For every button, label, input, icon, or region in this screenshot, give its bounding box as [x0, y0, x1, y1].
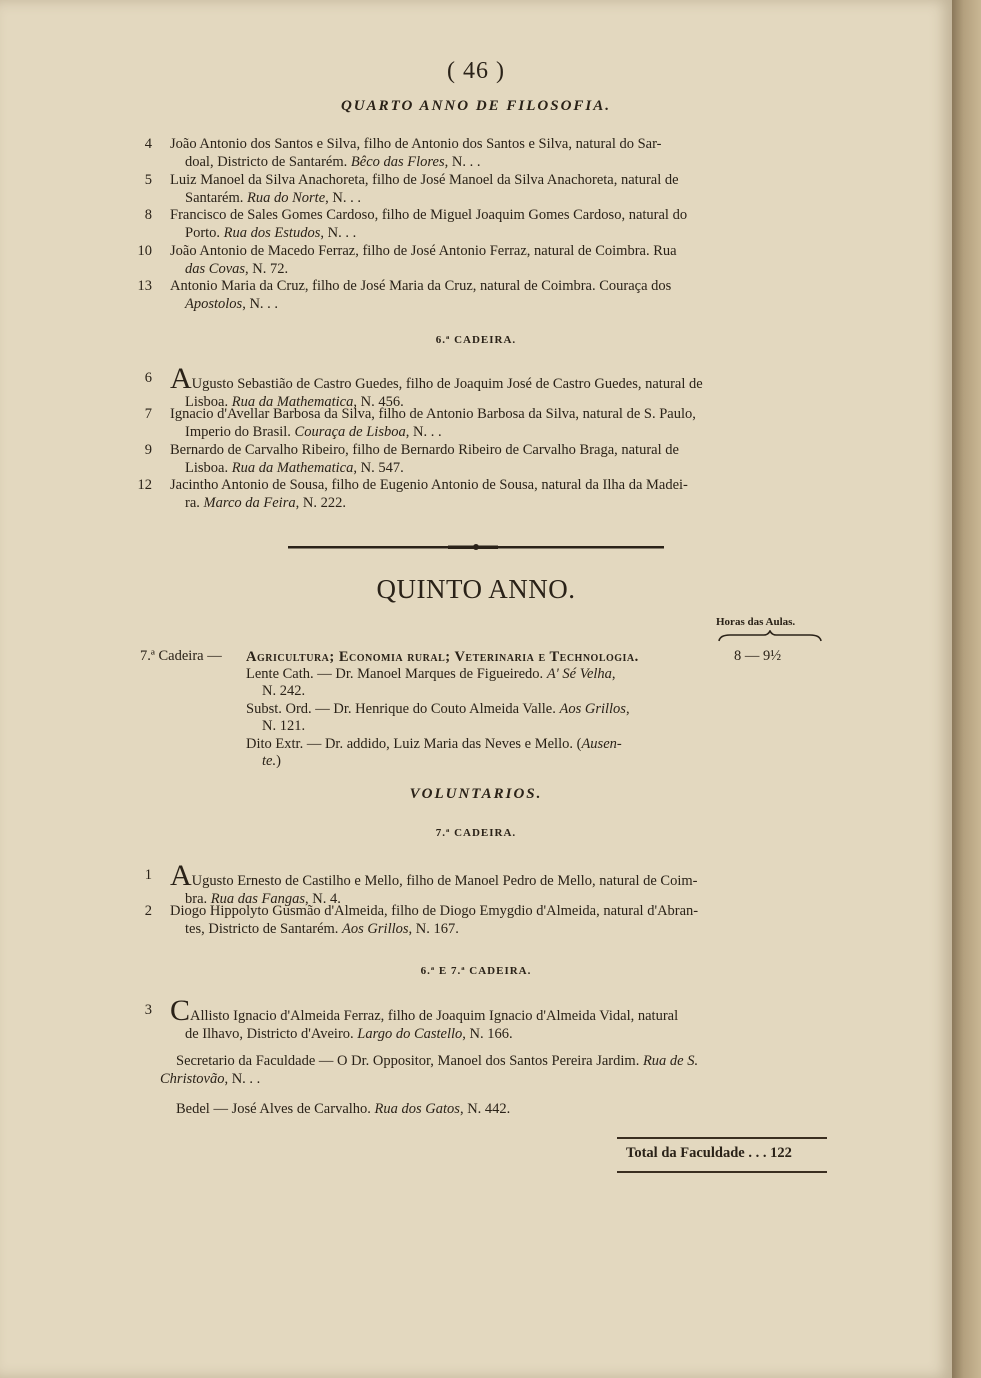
lente-number: N. 242. — [262, 683, 306, 699]
list-item: 9 Bernardo de Carvalho Ribeiro, filho de Bernardo Ribeiro de Carvalho Braga, natural de Lisboa. Rua da Mathematica, N. 547. — [144, 442, 679, 476]
ornamental-divider — [288, 544, 664, 550]
cadeira-subject: Agricultura; Economia rural; Veterinaria e Technologia. — [246, 649, 639, 665]
cadeira-label: 7.ª Cadeira — — [140, 648, 222, 664]
lente-line: Lente Cath. — Dr. Manoel Marques de Figueiredo. A' Sé Velha, — [246, 666, 616, 682]
cadeira-heading: 6.ª CADEIRA. — [435, 334, 517, 346]
section-title-quinto: QUINTO ANNO. — [376, 574, 576, 604]
bedel-line: Bedel — José Alves de Carvalho. Rua dos Gatos, N. 442. — [176, 1101, 511, 1117]
brace-icon — [718, 630, 822, 642]
total-rule-bottom — [617, 1171, 827, 1173]
class-hours: 8 — 9½ — [734, 648, 782, 664]
list-item: 13 Antonio Maria da Cruz, filho de José Maria da Cruz, natural de Coimbra. Couraça dos Apostolos, N. . . — [137, 278, 672, 312]
page-number: ( 46 ) — [447, 58, 505, 84]
list-item: 10 João Antonio de Macedo Ferraz, filho de José Antonio Ferraz, natural de Coimbra. Rua das Covas, N. 72. — [137, 243, 677, 277]
dito-line: Dito Extr. — Dr. addido, Luiz Maria das Neves e Mello. (Ausen- — [246, 736, 622, 752]
section-heading-voluntarios: VOLUNTARIOS. — [409, 786, 543, 802]
faculty-total: Total da Faculdade . . . 122 — [626, 1145, 792, 1161]
page-edge — [952, 0, 981, 1378]
hours-label: Horas das Aulas. — [716, 616, 796, 628]
list-item: 1 AUgusto Ernesto de Castilho e Mello, filho de Manoel Pedro de Mello, natural de Coim- bra. Rua das Fangas, N. 4. — [144, 859, 698, 907]
list-item: 7 Ignacio d'Avellar Barbosa da Silva, filho de Antonio Barbosa da Silva, natural de S. Paulo, Imperio do Brasil. Couraça de Lisboa, N. . . — [144, 406, 696, 440]
dito-line-cont: te.) — [262, 753, 281, 769]
subst-number: N. 121. — [262, 718, 306, 734]
list-item: 6 AUgusto Sebastião de Castro Guedes, filho de Joaquim José de Castro Guedes, natural de Lisboa. Rua da Mathematica, N. 456. — [144, 362, 703, 410]
subst-line: Subst. Ord. — Dr. Henrique do Couto Almeida Valle. Aos Grillos, — [246, 701, 630, 717]
list-item: 12 Jacintho Antonio de Sousa, filho de Eugenio Antonio de Sousa, natural da Ilha da Madei- ra. Marco da Feira, N. 222. — [137, 477, 688, 511]
list-item: 2 Diogo Hippolyto Gusmão d'Almeida, filho de Diogo Emygdio d'Almeida, natural d'Abran- tes, Districto de Santarém. Aos Grillos, N. 167. — [144, 903, 699, 937]
section-heading-quarto: QUARTO ANNO DE FILOSOFIA. — [340, 98, 612, 114]
total-rule-top — [617, 1137, 827, 1139]
cadeira-heading: 7.ª CADEIRA. — [435, 827, 517, 839]
cadeira-heading: 6.ª E 7.ª CADEIRA. — [420, 965, 532, 977]
list-item: 8 Francisco de Sales Gomes Cardoso, filho de Miguel Joaquim Gomes Cardoso, natural do Porto. Rua dos Estudos, N. . . — [144, 207, 688, 241]
drop-cap: A — [170, 859, 192, 892]
drop-cap: A — [170, 362, 192, 395]
list-item: 4 João Antonio dos Santos e Silva, filho de Antonio dos Santos e Silva, natural do Sar- doal, Districto de Santarém. Bêco das Flores, N. . . — [144, 136, 662, 170]
secretario-line: Secretario da Faculdade — O Dr. Oppositor, Manoel dos Santos Pereira Jardim. Rua de S. — [176, 1053, 699, 1069]
secretario-line-cont: Christovão, N. . . — [160, 1071, 261, 1087]
list-item: 3 CAllisto Ignacio d'Almeida Ferraz, filho de Joaquim Ignacio d'Almeida Vidal, natural de Ilhavo, Districto d'Aveiro. Largo do Castello, N. 166. — [144, 994, 679, 1042]
list-item: 5 Luiz Manoel da Silva Anachoreta, filho de José Manoel da Silva Anachoreta, natural de Santarém. Rua do Norte, N. . . — [144, 172, 679, 206]
drop-cap: C — [170, 994, 191, 1027]
